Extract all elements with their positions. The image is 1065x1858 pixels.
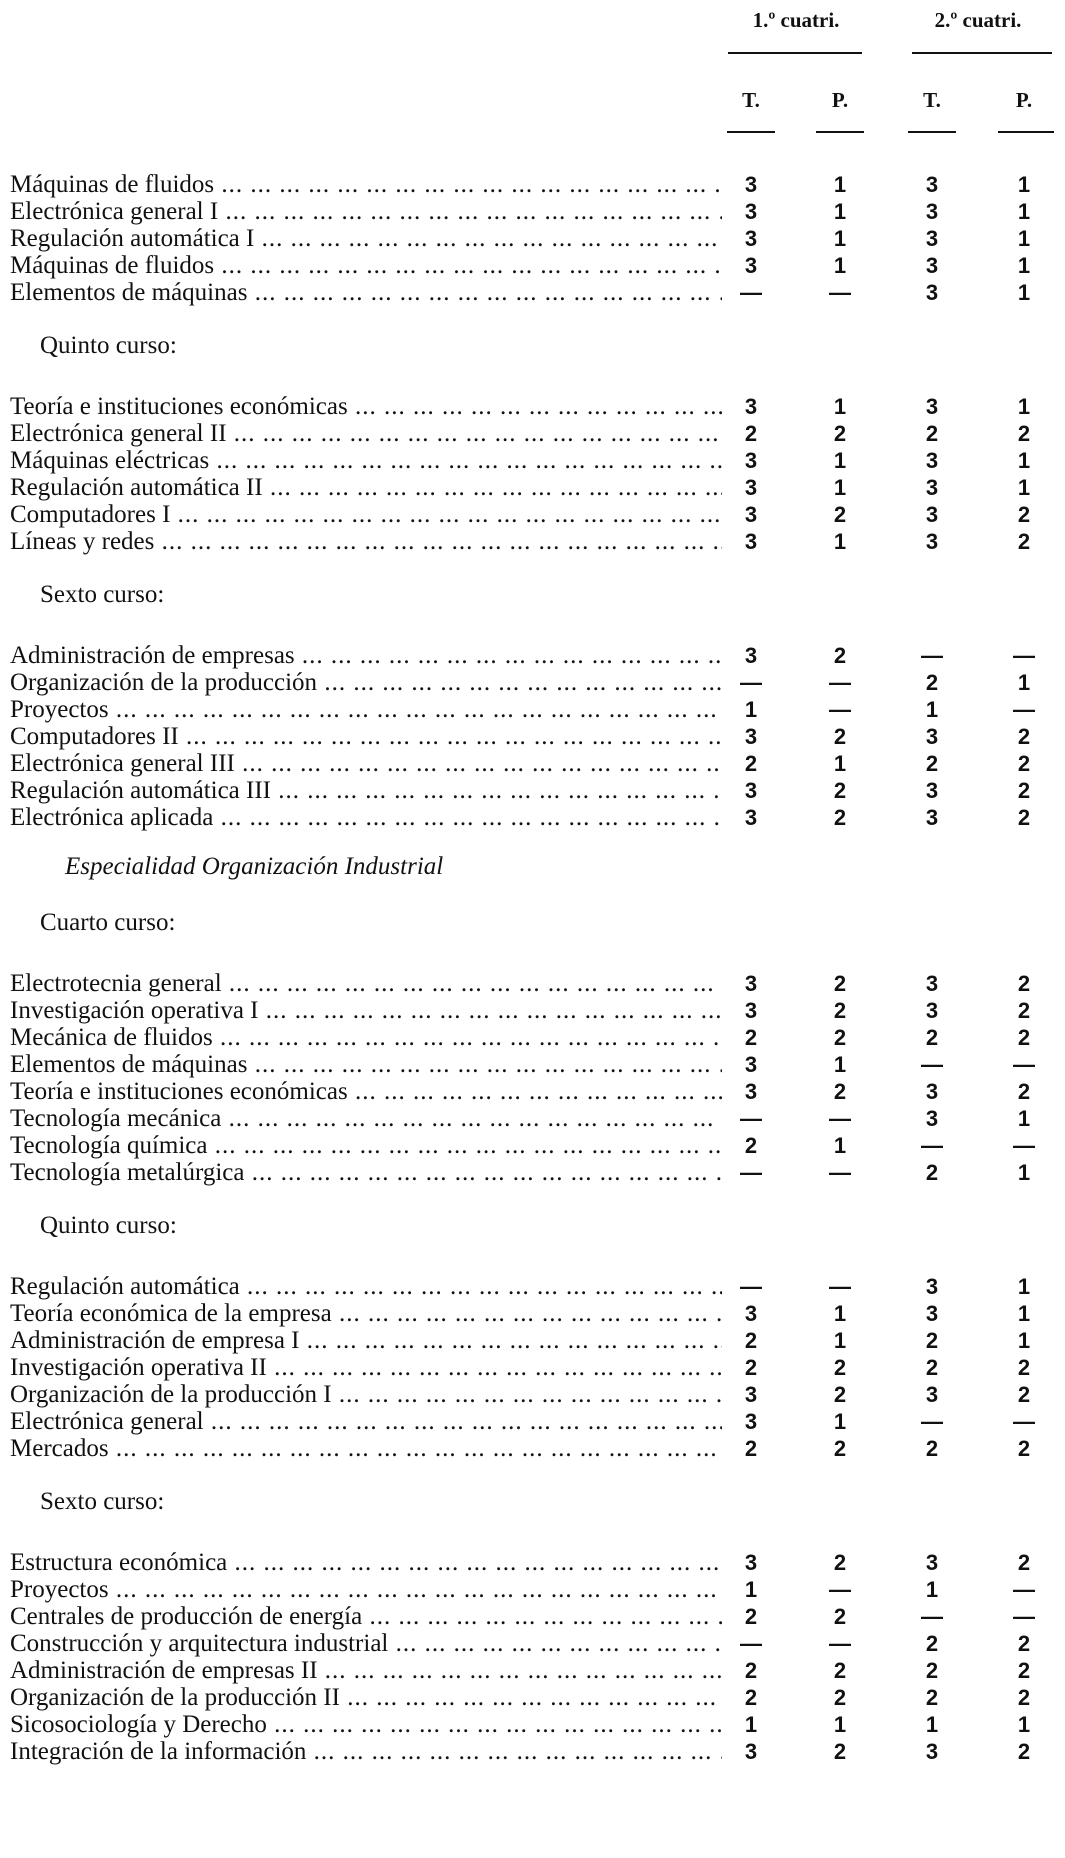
subject-name: Proyectos ... . [10,696,722,723]
table-row [10,1381,1060,1408]
hours-t1: — [740,1274,762,1299]
hours-t2: 2 [925,1436,939,1461]
subject-name: Regulación automática II ... . [10,474,722,501]
hours-p2: 2 [1017,1658,1031,1683]
table-row [10,1603,1060,1630]
hours-p2: 2 [1017,1631,1031,1656]
table-row [10,1408,1060,1435]
subject-name: Investigación operativa II ... . [10,1354,722,1381]
course-heading: Quinto curso: [40,1212,177,1239]
hours-p2: 1 [1017,475,1031,500]
subject-name: Máquinas de fluidos ... . [10,252,722,279]
hours-t2: 2 [925,421,939,446]
hours-p2: 2 [1017,1436,1031,1461]
table-row [10,970,1060,997]
hours-p1: 1 [833,1301,847,1326]
hours-t1: 3 [744,226,758,251]
hours-t1: 3 [744,724,758,749]
hours-p2: 2 [1017,971,1031,996]
hours-p2: 1 [1017,1328,1031,1353]
hours-p2: — [1013,1577,1035,1602]
table-row [10,750,1060,777]
table-row [10,393,1060,420]
hours-t2: 3 [925,226,939,251]
hours-t1: 1 [744,1712,758,1737]
hours-p2: 2 [1017,1685,1031,1710]
course-heading: Sexto curso: [40,581,165,608]
hours-p1: 2 [833,1739,847,1764]
hours-p1: 1 [833,475,847,500]
hours-p1: 1 [833,448,847,473]
hours-p2: 2 [1017,751,1031,776]
table-row [10,997,1060,1024]
hours-t2: 3 [925,1274,939,1299]
hours-t2: 3 [925,971,939,996]
subject-name: Regulación automática I ... . [10,225,722,252]
hours-p2: 1 [1017,1301,1031,1326]
col-header-t2: T. [923,88,941,112]
table-row [10,1105,1060,1132]
specialty-heading: Especialidad Organización Industrial [65,853,444,880]
hours-p1: 1 [833,1409,847,1434]
table-row [10,1327,1060,1354]
hours-p1: 1 [833,253,847,278]
hours-p1: 1 [833,751,847,776]
hours-t1: 2 [744,1328,758,1353]
hours-t1: 2 [744,1604,758,1629]
col-header-p2: P. [1015,88,1033,112]
hours-p2: — [1013,697,1035,722]
course-heading: Sexto curso: [40,1488,165,1515]
header-sem2: 2.º cuatri. [934,8,1022,32]
table-row [10,642,1060,669]
course-table [10,171,1060,1765]
hours-t1: 2 [744,1355,758,1380]
divider [998,131,1054,133]
table-row [10,1549,1060,1576]
hours-t2: 3 [925,998,939,1023]
table-row [10,1738,1060,1765]
subject-name: Integración de la información ... . [10,1738,722,1765]
subject-name: Tecnología química ... . [10,1132,722,1159]
hours-p2: — [1013,1604,1035,1629]
subject-name: Organización de la producción II ... . [10,1684,722,1711]
table-row [10,1159,1060,1186]
hours-p2: 1 [1017,1160,1031,1185]
subject-name: Administración de empresas ... . [10,642,722,669]
hours-t2: 2 [925,1631,939,1656]
hours-t2: 2 [925,1658,939,1683]
hours-p1: 2 [833,778,847,803]
hours-p1: 1 [833,529,847,554]
hours-p1: 1 [833,1133,847,1158]
hours-p2: 2 [1017,778,1031,803]
hours-t2: 2 [925,1355,939,1380]
hours-p2: 1 [1017,172,1031,197]
hours-t2: 3 [925,448,939,473]
subject-name: Electrónica general ... . [10,1408,722,1435]
hours-p1: — [829,280,851,305]
header-sem1: 1.º cuatri. [752,8,840,32]
hours-t1: 3 [744,1382,758,1407]
hours-t2: 1 [925,1577,939,1602]
table-row [10,1354,1060,1381]
hours-p1: 2 [833,421,847,446]
hours-p1: 2 [833,1604,847,1629]
hours-t1: — [740,1160,762,1185]
course-heading: Cuarto curso: [40,909,176,936]
hours-p1: 2 [833,643,847,668]
hours-t1: 2 [744,1133,758,1158]
hours-p2: 1 [1017,253,1031,278]
hours-t2: 3 [925,1106,939,1131]
table-row [10,1273,1060,1300]
hours-t1: — [740,1106,762,1131]
table-row [10,1435,1060,1462]
hours-t2: 3 [925,502,939,527]
hours-p2: — [1013,1133,1035,1158]
table-row [10,1576,1060,1603]
hours-t2: 3 [925,199,939,224]
hours-p2: 2 [1017,421,1031,446]
hours-p1: 1 [833,1052,847,1077]
hours-t1: 2 [744,421,758,446]
hours-t1: 3 [744,805,758,830]
hours-t2: 1 [925,697,939,722]
table-row [10,1300,1060,1327]
hours-t1: 3 [744,1052,758,1077]
subject-name: Elementos de máquinas ... . [10,279,722,306]
hours-p1: — [829,1274,851,1299]
hours-t1: 3 [744,778,758,803]
hours-t1: 2 [744,1658,758,1683]
hours-p1: 1 [833,1328,847,1353]
subject-name: Electrotecnia general ... . [10,970,722,997]
subject-name: Tecnología mecánica ... . [10,1105,722,1132]
hours-t2: 3 [925,724,939,749]
hours-p2: 2 [1017,998,1031,1023]
hours-p2: 2 [1017,1550,1031,1575]
hours-t2: 3 [925,1739,939,1764]
hours-p1: 1 [833,172,847,197]
hours-p2: 1 [1017,448,1031,473]
hours-p1: 2 [833,1382,847,1407]
hours-t1: 3 [744,253,758,278]
table-row [10,1078,1060,1105]
subject-name: Electrónica general I ... . [10,198,722,225]
hours-t2: 3 [925,1301,939,1326]
hours-t2: 2 [925,670,939,695]
subject-name: Administración de empresa I ... . [10,1327,722,1354]
hours-p1: 2 [833,971,847,996]
table-row [10,777,1060,804]
table-row [10,1051,1060,1078]
hours-p1: 2 [833,1025,847,1050]
hours-p2: 1 [1017,199,1031,224]
hours-p2: 2 [1017,529,1031,554]
subject-name: Elementos de máquinas ... . [10,1051,722,1078]
hours-p1: 2 [833,1658,847,1683]
subject-name: Computadores II ... . [10,723,722,750]
hours-t1: 2 [744,751,758,776]
hours-p1: 1 [833,394,847,419]
hours-t2: 2 [925,1160,939,1185]
hours-p2: 1 [1017,394,1031,419]
hours-p2: 2 [1017,1025,1031,1050]
hours-p2: 2 [1017,1079,1031,1104]
subject-name: Mecánica de fluidos ... . [10,1024,722,1051]
hours-t1: 2 [744,1436,758,1461]
hours-p2: — [1013,643,1035,668]
table-row [10,528,1060,555]
subject-name: Estructura económica ... . [10,1549,722,1576]
hours-p1: 1 [833,199,847,224]
hours-t2: 2 [925,1025,939,1050]
table-row [10,1132,1060,1159]
hours-t2: 3 [925,394,939,419]
hours-p1: — [829,1160,851,1185]
hours-t1: 3 [744,1550,758,1575]
hours-p2: 2 [1017,724,1031,749]
hours-p1: 2 [833,1355,847,1380]
hours-p2: 1 [1017,1712,1031,1737]
subject-name: Teoría e instituciones económicas ... . [10,393,722,420]
table-row [10,1630,1060,1657]
subject-name: Organización de la producción I ... . [10,1381,722,1408]
hours-t1: — [740,280,762,305]
hours-t1: 3 [744,199,758,224]
hours-p1: 2 [833,1436,847,1461]
hours-p1: 2 [833,805,847,830]
hours-t1: 3 [744,998,758,1023]
hours-p1: 2 [833,1550,847,1575]
hours-t1: 3 [744,1301,758,1326]
hours-p2: 1 [1017,226,1031,251]
hours-t1: 2 [744,1685,758,1710]
hours-p1: — [829,1106,851,1131]
hours-t1: 3 [744,502,758,527]
hours-p2: 2 [1017,805,1031,830]
hours-p2: 2 [1017,1355,1031,1380]
subject-name: Teoría económica de la empresa ... . [10,1300,722,1327]
table-row [10,279,1060,306]
hours-t1: 3 [744,971,758,996]
table-row [10,1684,1060,1711]
subject-name: Regulación automática III ... . [10,777,722,804]
table-row [10,669,1060,696]
hours-t1: 2 [744,1025,758,1050]
table-row [10,198,1060,225]
hours-t2: 2 [925,1685,939,1710]
hours-t2: 3 [925,1550,939,1575]
divider [816,131,864,133]
hours-t2: 3 [925,280,939,305]
hours-t2: 3 [925,1382,939,1407]
hours-p1: — [829,1631,851,1656]
table-row [10,1657,1060,1684]
hours-p1: — [829,697,851,722]
hours-t2: 3 [925,475,939,500]
col-header-p1: P. [831,88,849,112]
divider [912,52,1052,54]
hours-t2: 2 [925,1328,939,1353]
hours-t2: 3 [925,529,939,554]
subject-name: Proyectos ... . [10,1576,722,1603]
table-row [10,447,1060,474]
table-row [10,171,1060,198]
hours-t1: 1 [744,1577,758,1602]
subject-name: Organización de la producción ... . [10,669,722,696]
subject-name: Electrónica aplicada ... . [10,804,722,831]
hours-p2: 1 [1017,1106,1031,1131]
table-row [10,252,1060,279]
hours-p2: — [1013,1052,1035,1077]
hours-p1: 2 [833,998,847,1023]
table-row [10,225,1060,252]
divider [727,131,775,133]
hours-p1: 2 [833,1079,847,1104]
table-row [10,696,1060,723]
hours-t1: 3 [744,394,758,419]
hours-p2: — [1013,1409,1035,1434]
course-heading: Quinto curso: [40,332,177,359]
subject-name: Construcción y arquitectura industrial ... . [10,1630,722,1657]
hours-p2: 1 [1017,670,1031,695]
hours-t2: — [921,1409,943,1434]
hours-t1: 1 [744,697,758,722]
subject-name: Máquinas de fluidos ... . [10,171,722,198]
subject-name: Investigación operativa I ... . [10,997,722,1024]
subject-name: Sicosociología y Derecho ... . [10,1711,722,1738]
hours-t2: — [921,643,943,668]
hours-p1: — [829,1577,851,1602]
subject-name: Tecnología metalúrgica ... . [10,1159,722,1186]
table-row [10,1711,1060,1738]
subject-name: Máquinas eléctricas ... . [10,447,722,474]
hours-p1: — [829,670,851,695]
hours-p1: 2 [833,502,847,527]
table-row [10,804,1060,831]
hours-t1: 3 [744,1409,758,1434]
hours-t1: 3 [744,172,758,197]
hours-t2: 3 [925,253,939,278]
hours-t2: 3 [925,778,939,803]
subject-name: Mercados ... . [10,1435,722,1462]
hours-t2: 3 [925,805,939,830]
hours-t1: 3 [744,1079,758,1104]
hours-t1: — [740,1631,762,1656]
divider [908,131,956,133]
subject-name: Centrales de producción de energía ... . [10,1603,722,1630]
table-row [10,420,1060,447]
col-header-t1: T. [742,88,760,112]
hours-p1: 1 [833,226,847,251]
subject-name: Regulación automática ... . [10,1273,722,1300]
hours-p2: 2 [1017,502,1031,527]
table-row [10,501,1060,528]
hours-t2: — [921,1133,943,1158]
divider [728,52,862,54]
hours-p2: 2 [1017,1382,1031,1407]
hours-t2: 3 [925,172,939,197]
subject-name: Electrónica general III ... . [10,750,722,777]
hours-t1: 3 [744,448,758,473]
subject-name: Administración de empresas II ... . [10,1657,722,1684]
table-row [10,474,1060,501]
hours-t2: 2 [925,751,939,776]
hours-t1: 3 [744,529,758,554]
hours-p1: 2 [833,1685,847,1710]
hours-p2: 2 [1017,1739,1031,1764]
hours-t1: — [740,670,762,695]
subject-name: Electrónica general II ... . [10,420,722,447]
hours-t2: 1 [925,1712,939,1737]
hours-t2: — [921,1604,943,1629]
hours-t2: — [921,1052,943,1077]
hours-p2: 1 [1017,280,1031,305]
table-row [10,723,1060,750]
hours-t1: 3 [744,475,758,500]
hours-p1: 2 [833,724,847,749]
hours-t1: 3 [744,643,758,668]
subject-name: Computadores I ... . [10,501,722,528]
hours-t2: 3 [925,1079,939,1104]
hours-p2: 1 [1017,1274,1031,1299]
subject-name: Líneas y redes ... . [10,528,722,555]
table-row [10,1024,1060,1051]
subject-name: Teoría e instituciones económicas ... . [10,1078,722,1105]
hours-t1: 3 [744,1739,758,1764]
hours-p1: 1 [833,1712,847,1737]
